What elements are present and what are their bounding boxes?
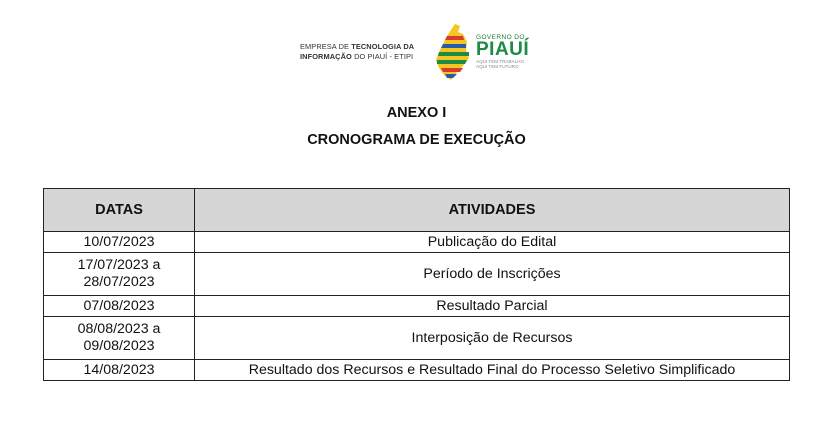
date-line: 10/07/2023 (83, 233, 155, 250)
table-header-row (44, 189, 790, 232)
piaui-map-logo-icon (433, 22, 473, 82)
activity-cell: Resultado dos Recursos e Resultado Final do Processo Seletivo Simplificado (195, 360, 790, 381)
annex-title: ANEXO I (386, 105, 447, 121)
table-row (44, 232, 790, 253)
org-line2-suffix: DO PIAUÍ - ETIPI (351, 51, 414, 61)
table-row (44, 317, 790, 360)
org-line2-bold: INFORMAÇÃO (300, 51, 352, 61)
date-cell (44, 253, 195, 296)
table-row (44, 253, 790, 296)
table-row (44, 296, 790, 317)
etipi-org-name (300, 42, 428, 61)
gov-tagline-2: AQUI TEM FUTURO (476, 64, 519, 70)
date-cell (44, 317, 195, 360)
date-line: 14/08/2023 (83, 361, 155, 378)
date-line: 09/08/2023 (83, 338, 155, 354)
date-line: 28/07/2023 (83, 274, 155, 290)
activity-cell: Resultado Parcial (195, 296, 790, 317)
date-cell (44, 360, 195, 381)
org-line1-bold: TECNOLOGIA DA (351, 42, 415, 51)
activity-cell: Publicação do Edital (195, 232, 790, 253)
date-line: 08/08/2023 a (77, 321, 161, 337)
org-line1-prefix: EMPRESA DE (300, 42, 352, 51)
gov-tagline-1: AQUI TEM TRABALHO (476, 59, 525, 64)
date-cell (44, 296, 195, 317)
schedule-title: CRONOGRAMA DE EXECUÇÃO (307, 132, 526, 148)
header-dates: DATAS (44, 189, 195, 232)
table-row (44, 360, 790, 381)
schedule-table (43, 188, 790, 381)
activity-cell: Interposição de Recursos (195, 317, 790, 360)
activity-cell: Período de Inscrições (195, 253, 790, 296)
gov-piaui-wordmark (476, 34, 546, 69)
page-header (300, 22, 540, 84)
date-cell (44, 232, 195, 253)
date-line: 07/08/2023 (83, 297, 155, 314)
gov-small-text: GOVERNO DO (476, 34, 525, 41)
date-line: 17/07/2023 a (77, 257, 161, 273)
header-activities: ATIVIDADES (195, 189, 790, 232)
gov-big-text: PIAUÍ (476, 39, 530, 60)
